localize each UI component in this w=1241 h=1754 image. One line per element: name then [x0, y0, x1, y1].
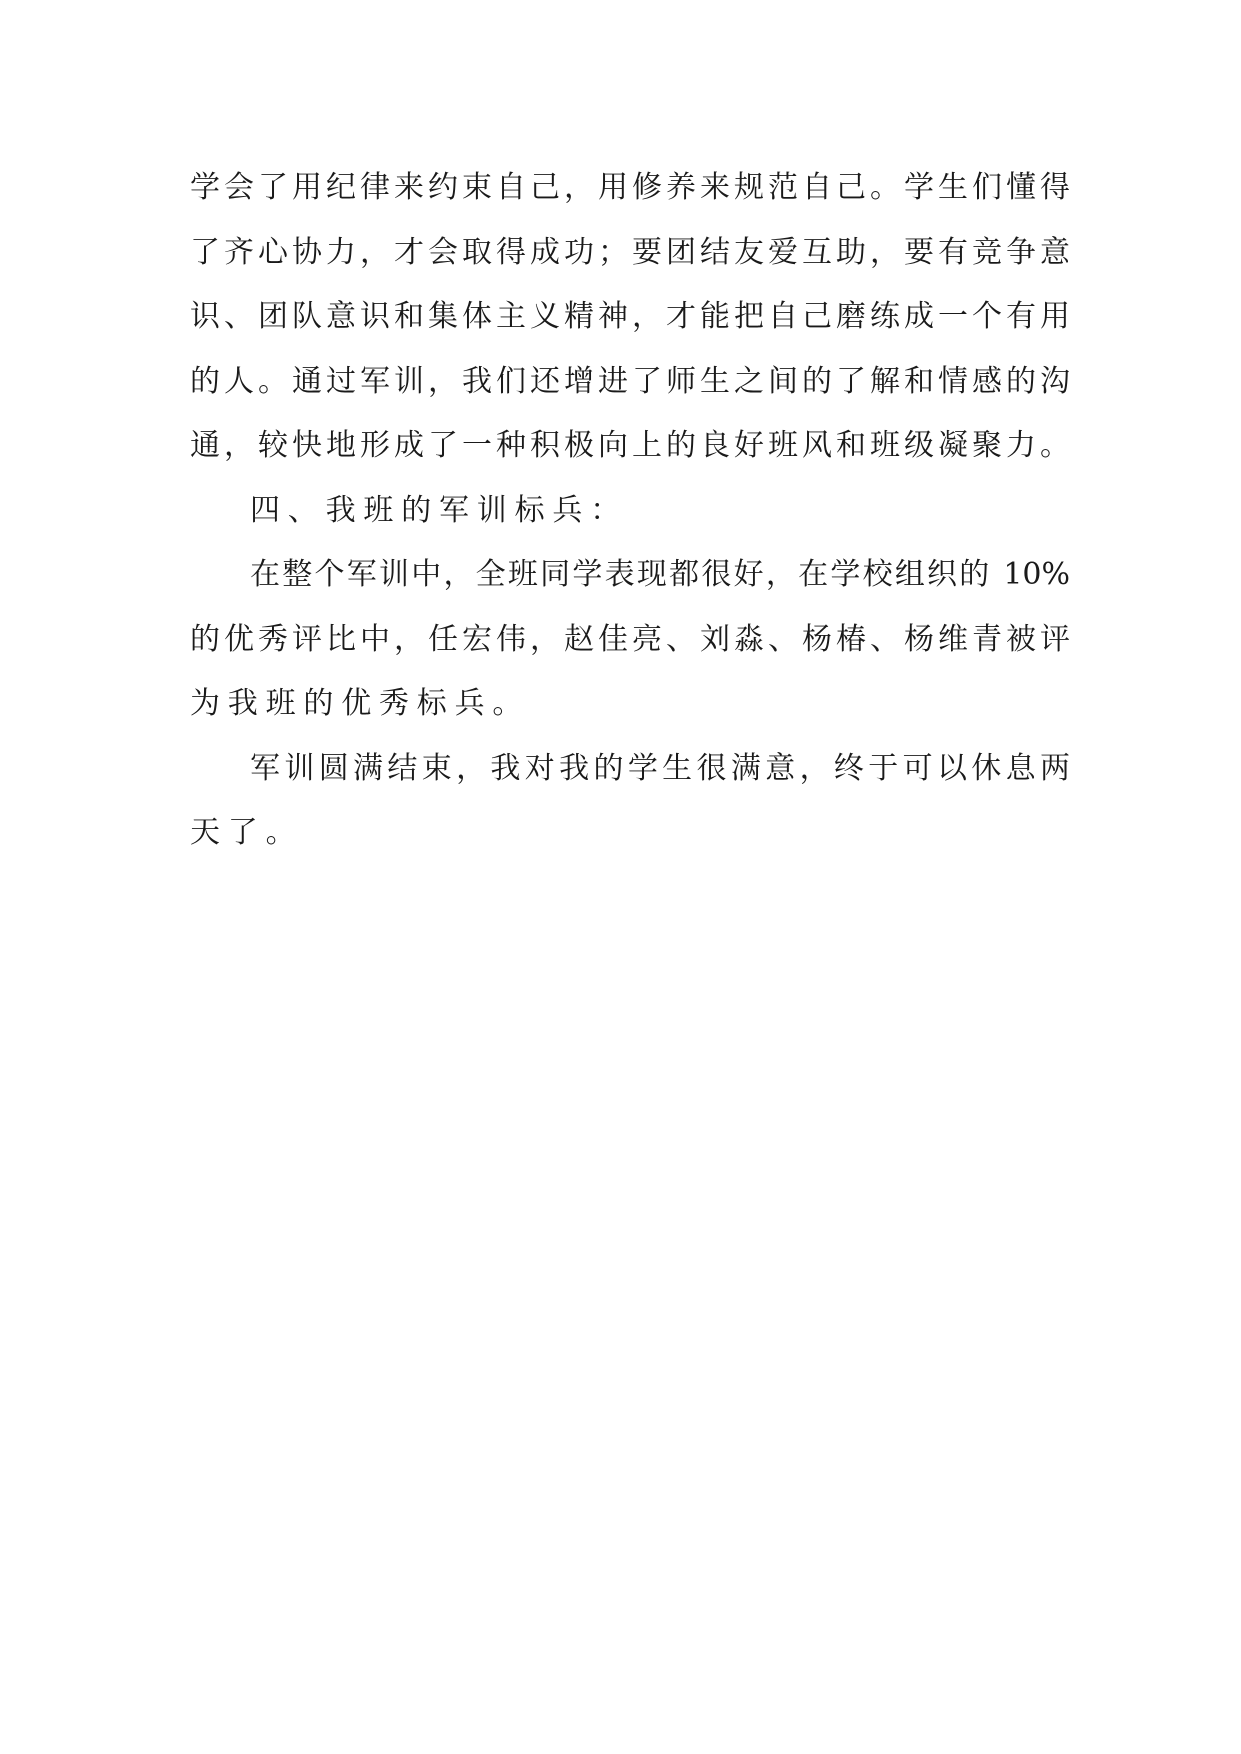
section-heading: 四、我班的军训标兵： — [250, 492, 628, 528]
paragraph-1-line-4: 的人。通过军训，我们还增进了师生之间的了解和情感的沟 — [190, 363, 1070, 399]
paragraph-3-line-3: 为我班的优秀标兵。 — [190, 686, 531, 721]
paragraph-1-line-2: 了齐心协力，才会取得成功；要团结友爱互助，要有竞争意 — [190, 234, 1070, 270]
paragraph-1-line-5: 通，较快地形成了一种积极向上的良好班风和班级凝聚力。 — [190, 428, 1070, 463]
paragraph-4-line-1: 军训圆满结束，我对我的学生很满意，终于可以休息两 — [250, 750, 1070, 786]
document-body — [190, 165, 1070, 875]
paragraph-1-line-1: 学会了用纪律来约束自己，用修养来规范自己。学生们懂得 — [190, 170, 1070, 205]
paragraph-1-line-3: 识、团队意识和集体主义精神，才能把自己磨练成一个有用 — [190, 299, 1070, 334]
paragraph-3-line-2: 的优秀评比中，任宏伟，赵佳亮、刘淼、杨椿、杨维青被评 — [190, 621, 1070, 657]
paragraph-4-line-2: 天了。 — [190, 815, 304, 850]
paragraph-3-line-1: 在整个军训中，全班同学表现都很好，在学校组织的 10% — [250, 557, 1070, 592]
